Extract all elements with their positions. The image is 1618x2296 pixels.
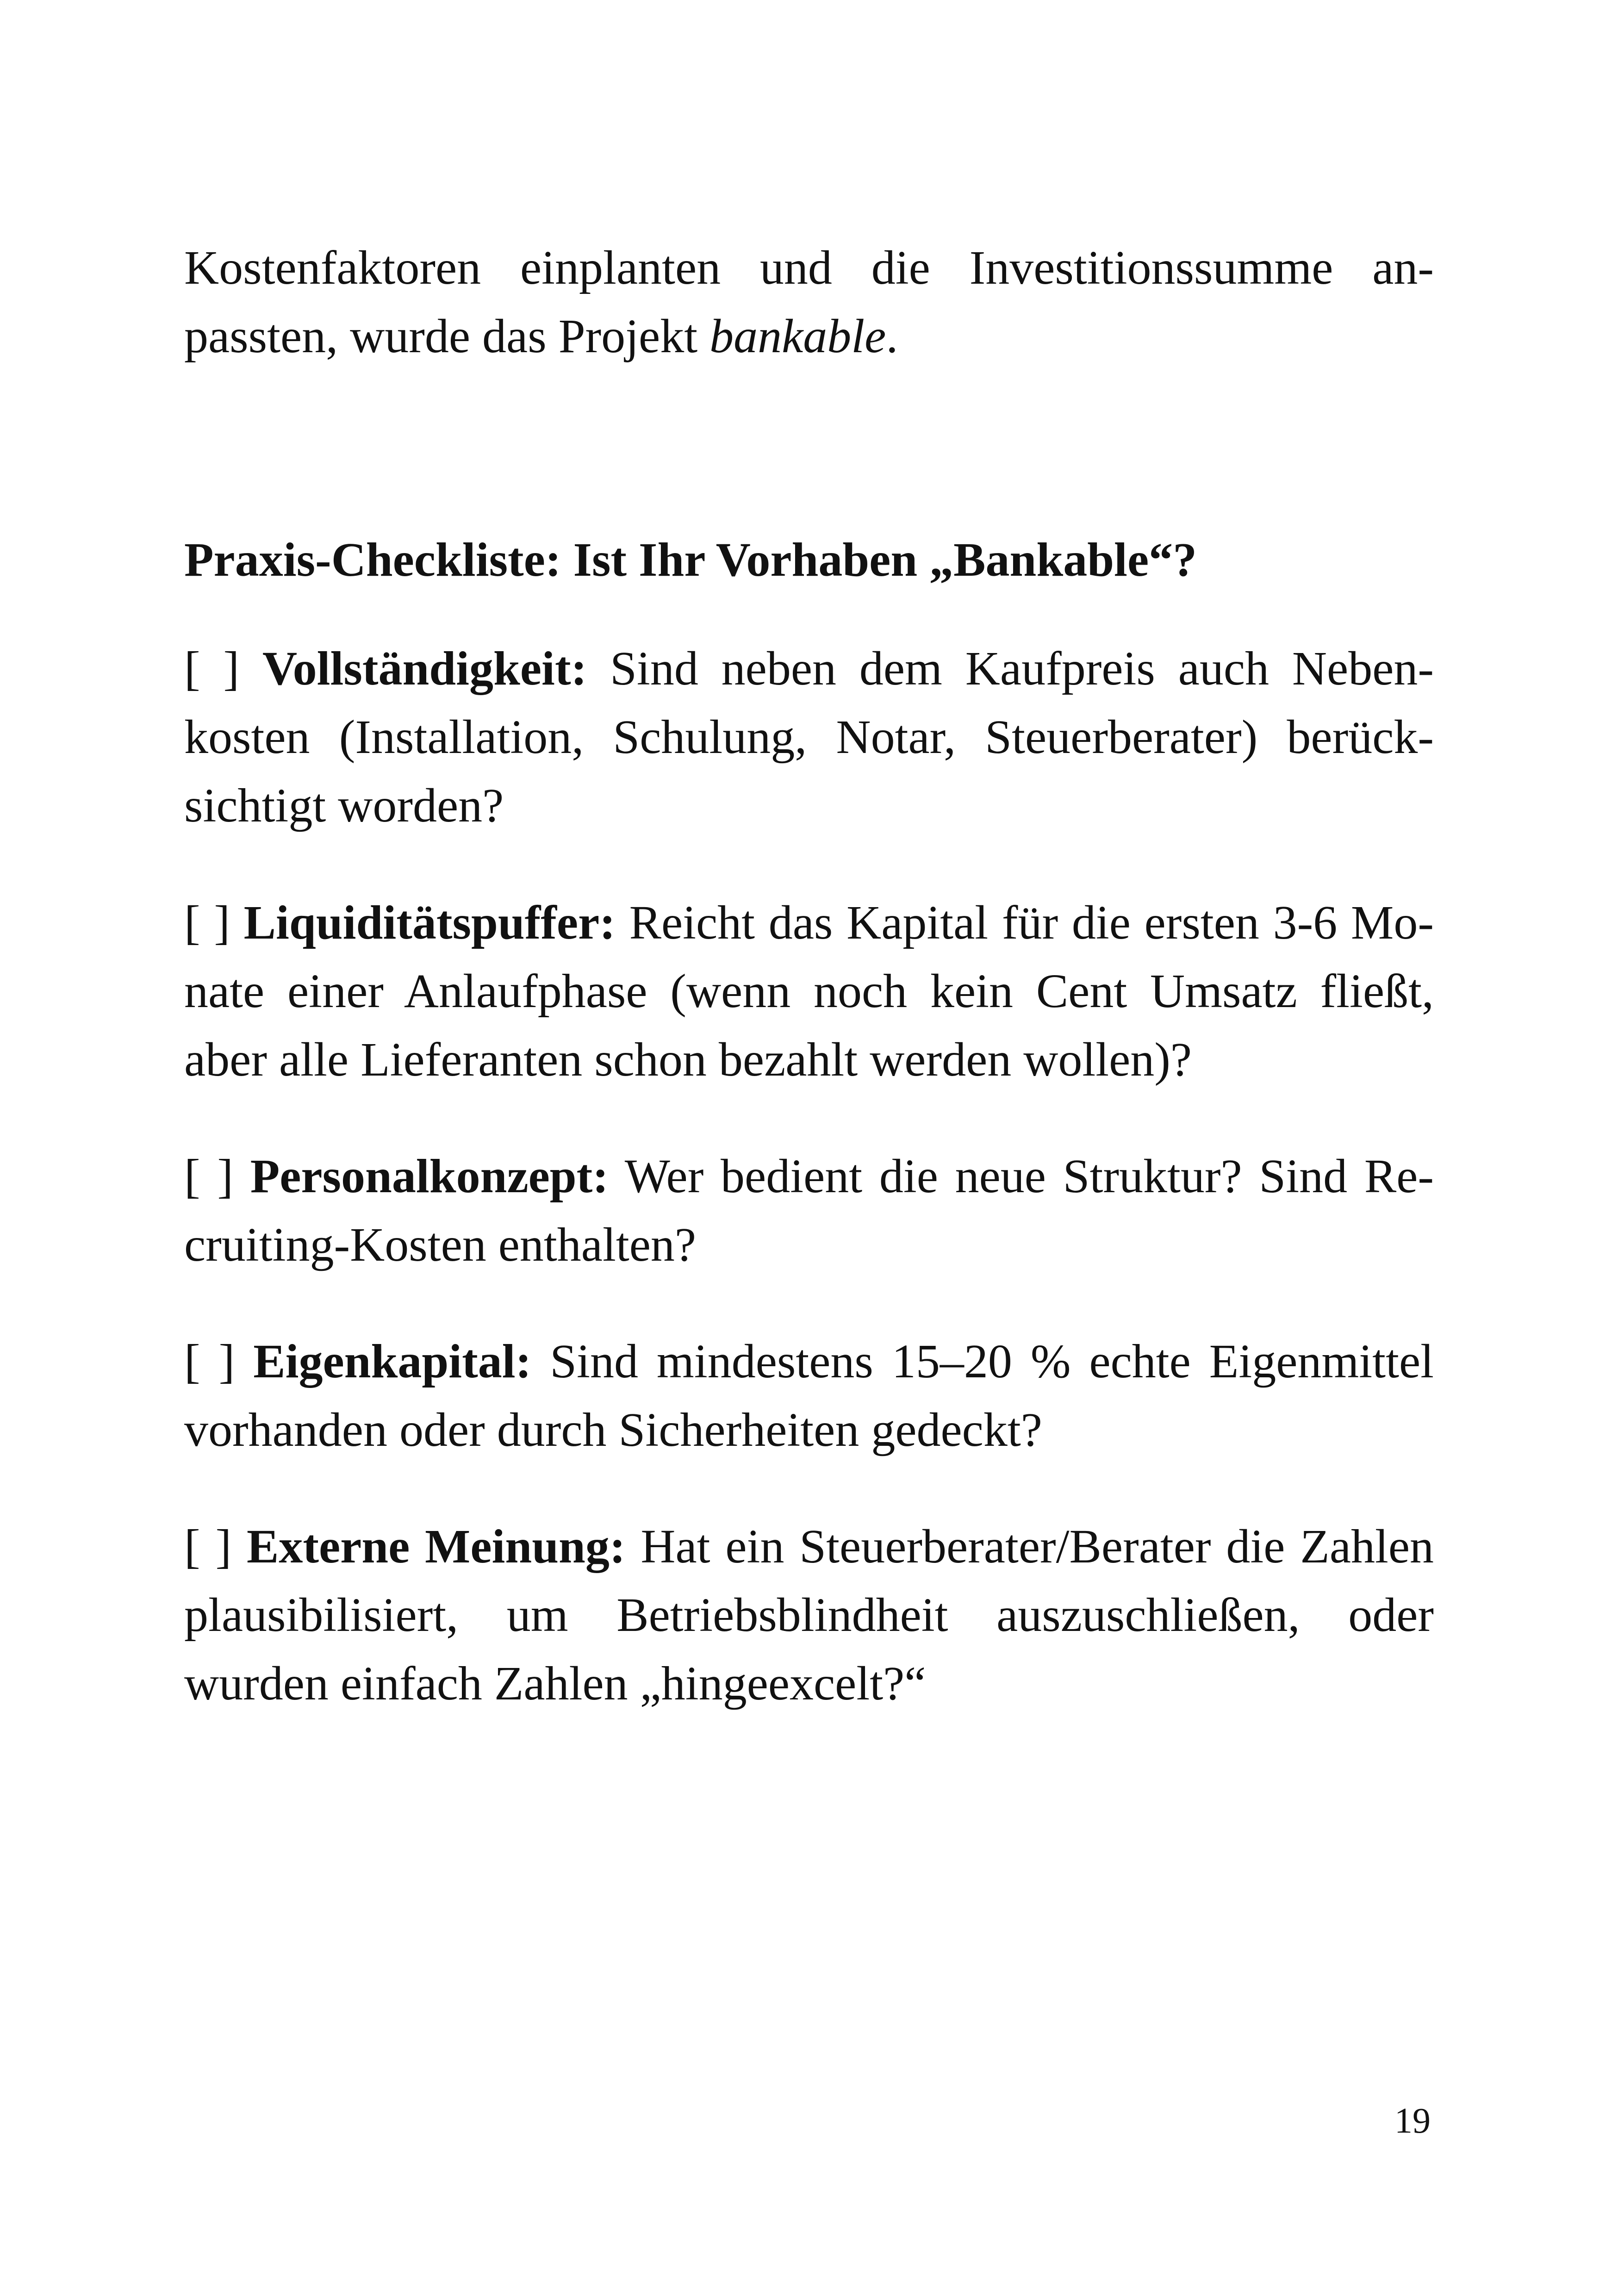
checklist-item xyxy=(184,635,1434,840)
checklist-item xyxy=(184,889,1434,1094)
checklist-item-text: Sind neben dem Kaufpreis auch Nebenkosten (Installation, Schulung, Notar, Steuerberater) berücksichtigt worden? xyxy=(184,642,1434,832)
intro-italic-term: bankable xyxy=(709,310,886,363)
checklist-item xyxy=(184,1512,1434,1718)
intro-paragraph xyxy=(184,234,1434,371)
checklist-item-text: Reicht das Kapital für die ersten 3-6 Monate einer Anlaufphase (wenn noch kein Cent Umsatz fließt, aber alle Lieferanten schon bezahlt werden wollen)? xyxy=(184,896,1434,1086)
checkbox-marker[interactable]: [ ] xyxy=(184,896,230,949)
checklist-item-text: Wer bedient die neue Struktur? Sind Recruiting-Kosten enthalten? xyxy=(184,1150,1434,1271)
checklist-heading: Praxis-Checkliste: Ist Ihr Vorhaben „Bankable“? xyxy=(184,533,1197,586)
intro-text: Kostenfaktoren einplanten und die Investitionssumme anpassten, wurde das Projekt xyxy=(184,241,1434,363)
page-number: 19 xyxy=(1394,2100,1431,2140)
checklist-item-label: Externe Meinung: xyxy=(246,1520,626,1573)
checkbox-marker[interactable]: [ ] xyxy=(184,1335,235,1388)
checkbox-marker[interactable]: [ ] xyxy=(184,642,240,695)
checkbox-marker[interactable]: [ ] xyxy=(184,1520,232,1573)
checklist-item-text: Hat ein Steuerberater/Berater die Zahlen plausibilisiert, um Betriebsblindheit auszuschließen, oder wurden einfach Zahlen „hingeexcelt?“ xyxy=(184,1520,1434,1710)
checkbox-marker[interactable]: [ ] xyxy=(184,1150,233,1203)
checklist-item-label: Liquiditätspuffer: xyxy=(243,896,616,949)
checklist-item xyxy=(184,1142,1434,1279)
checklist-item-label: Eigenkapital: xyxy=(253,1335,532,1388)
checklist-item xyxy=(184,1327,1434,1464)
checklist-item-text: Sind mindestens 15–20 % echte Eigenmittel vorhanden oder durch Sicherheiten gedeckt? xyxy=(184,1335,1434,1456)
checklist-item-label: Personalkonzept: xyxy=(250,1150,609,1203)
intro-text-end: . xyxy=(886,310,898,363)
checklist-item-label: Vollständigkeit: xyxy=(262,642,587,695)
